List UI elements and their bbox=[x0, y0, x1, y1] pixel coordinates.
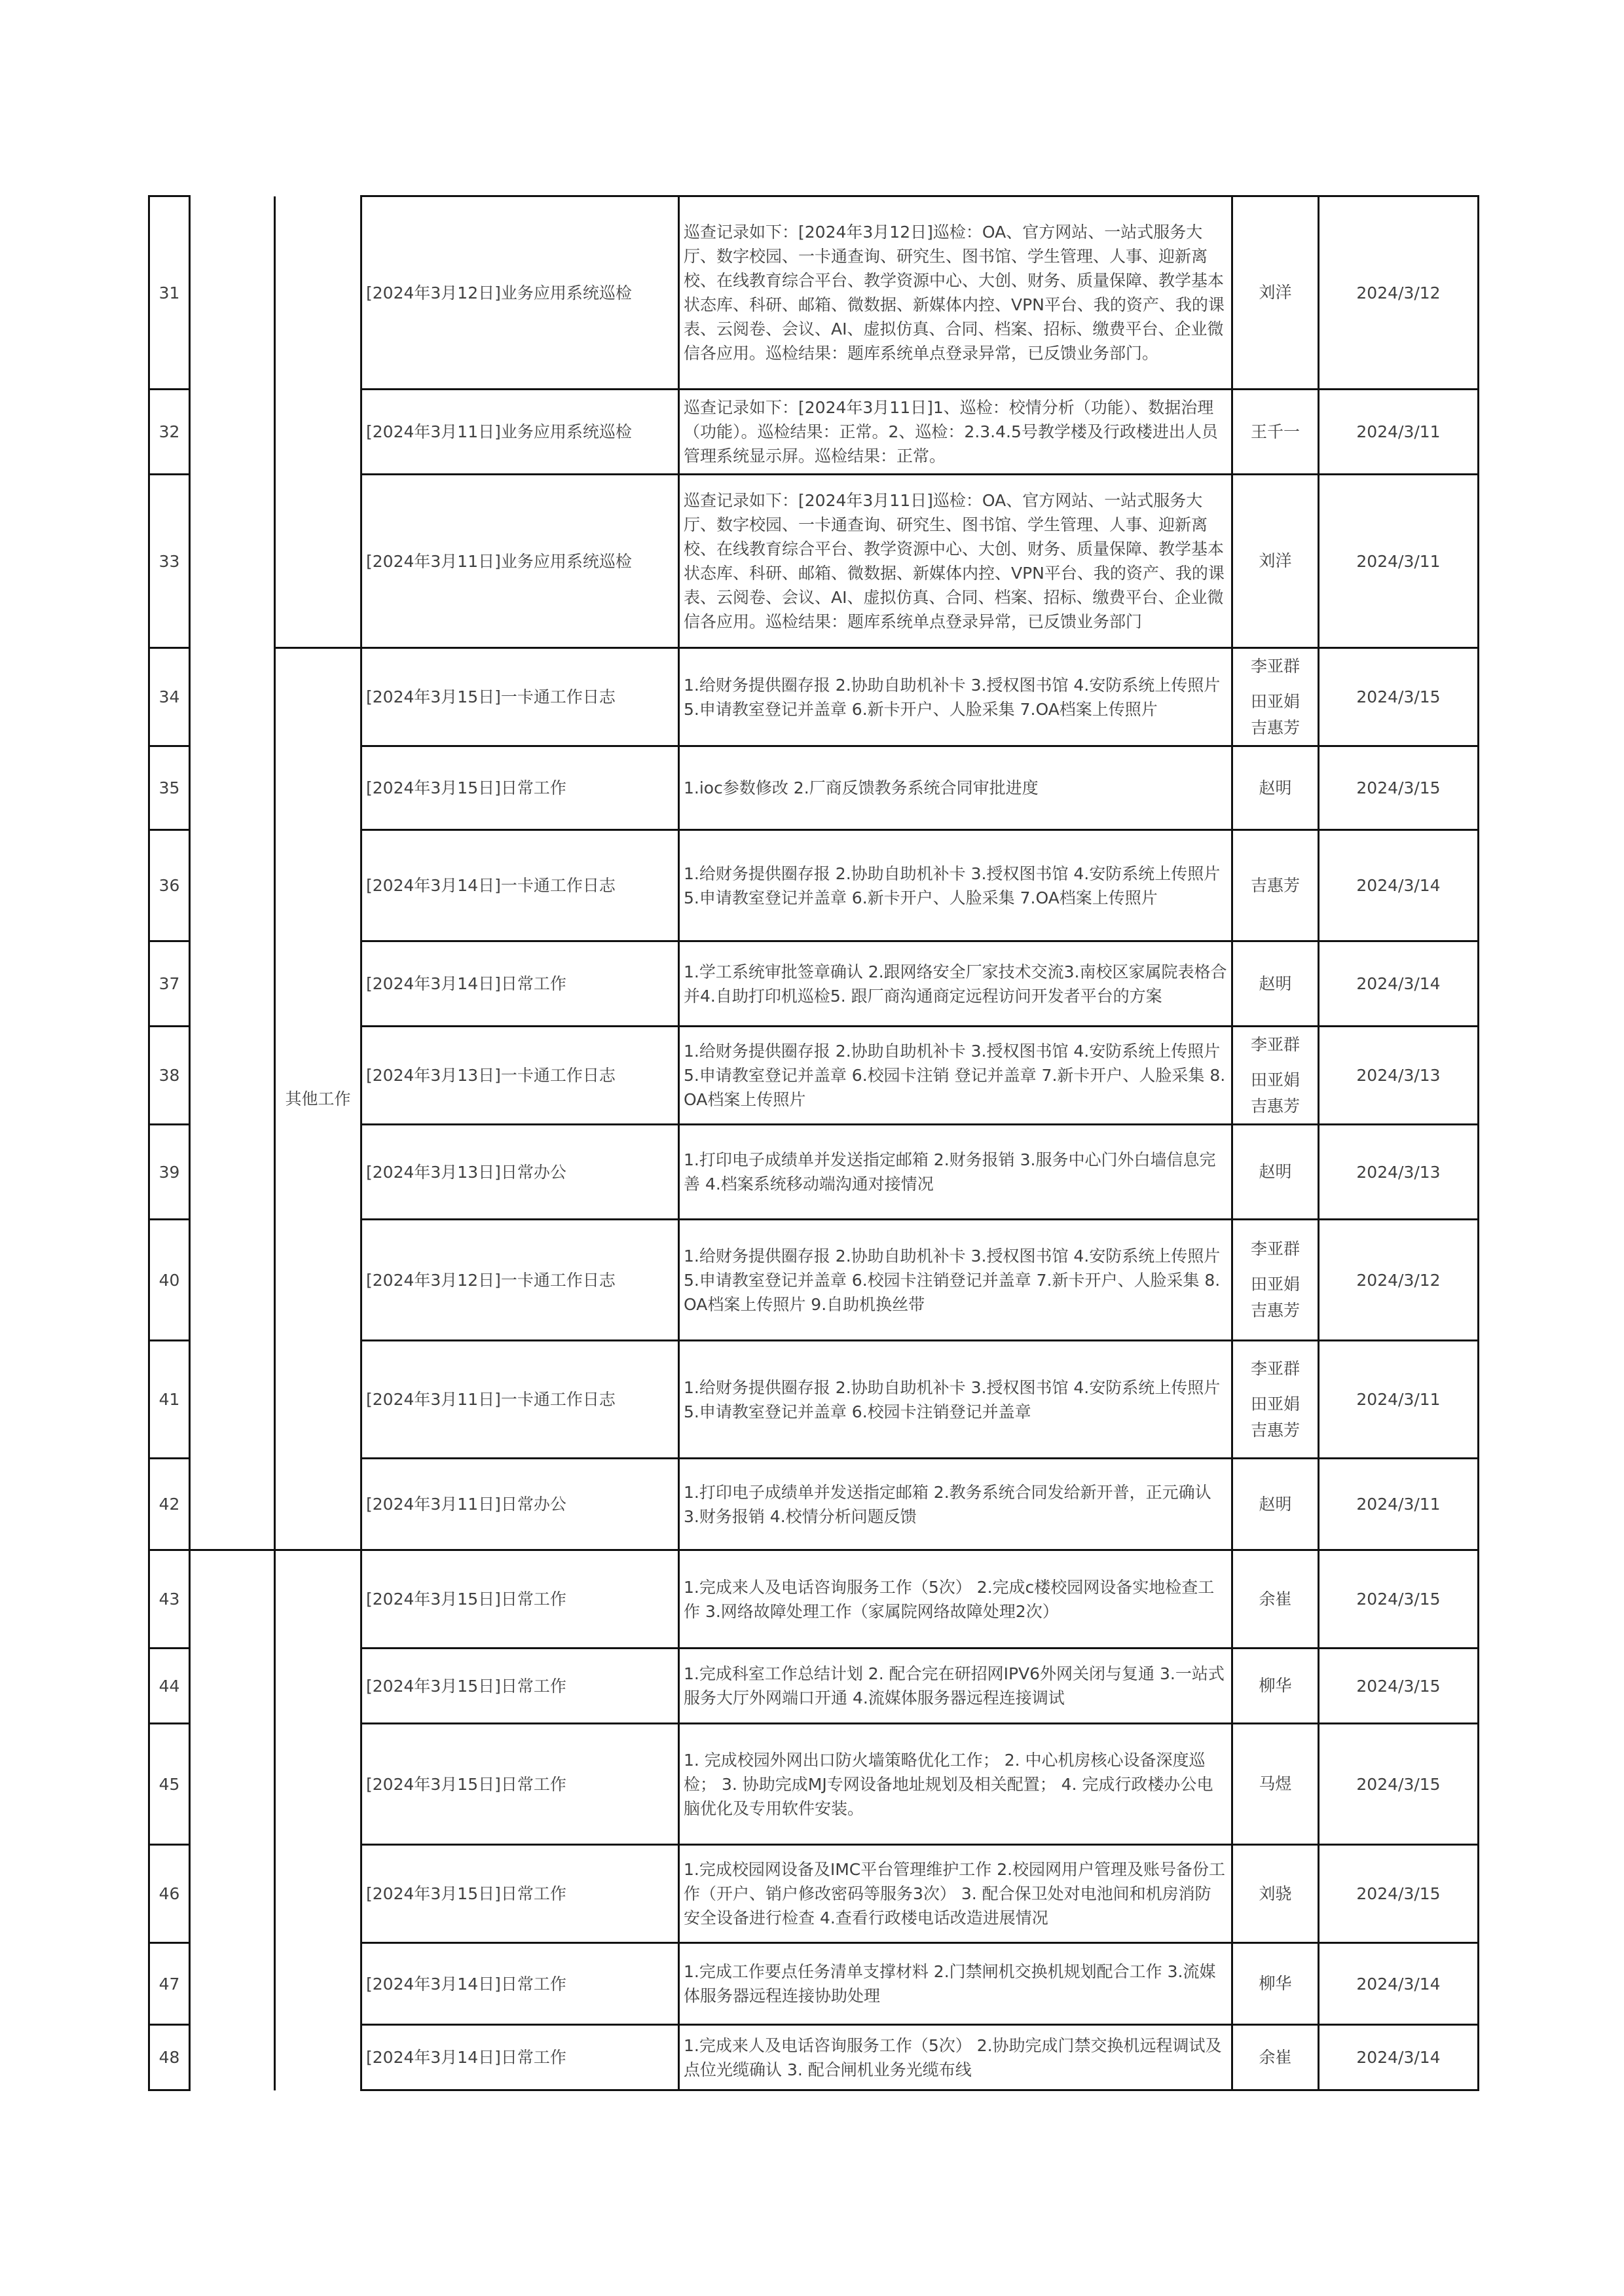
entry-person bbox=[1232, 1550, 1319, 1649]
row-number: 38 bbox=[149, 1027, 190, 1125]
row-number: 44 bbox=[149, 1649, 190, 1724]
entry-title: [2024年3月12日]业务应用系统巡检 bbox=[361, 196, 679, 390]
row-number: 36 bbox=[149, 830, 190, 941]
row-number: 39 bbox=[149, 1125, 190, 1220]
entry-title: [2024年3月14日]日常工作 bbox=[361, 941, 679, 1027]
entry-title: [2024年3月15日]日常工作 bbox=[361, 1724, 679, 1845]
entry-person bbox=[1232, 1459, 1319, 1550]
person-name: 赵明 bbox=[1259, 778, 1292, 797]
row-number: 37 bbox=[149, 941, 190, 1027]
entry-title: [2024年3月11日]业务应用系统巡检 bbox=[361, 475, 679, 648]
entry-date: 2024/3/15 bbox=[1319, 1649, 1479, 1724]
entry-description: 1.完成校园网设备及IMC平台管理维护工作 2.校园网用户管理及账号备份工作（开户、销户修改密码等服务3次） 3. 配合保卫处对电池间和机房消防安全设备进行检查 4.查看行政楼电话改造进展情况 bbox=[679, 1845, 1232, 1943]
person-name: 马煜 bbox=[1259, 1774, 1292, 1793]
entry-person bbox=[1232, 475, 1319, 648]
entry-title: [2024年3月12日]一卡通工作日志 bbox=[361, 1220, 679, 1341]
entry-person bbox=[1232, 830, 1319, 941]
row-number: 35 bbox=[149, 746, 190, 830]
entry-description: 1.完成来人及电话咨询服务工作（5次） 2.协助完成门禁交换机远程调试及点位光缆确认 3. 配合闸机业务光缆布线 bbox=[679, 2025, 1232, 2090]
entry-person bbox=[1232, 746, 1319, 830]
entry-date: 2024/3/15 bbox=[1319, 1724, 1479, 1845]
table-row bbox=[149, 648, 1479, 746]
entry-date: 2024/3/11 bbox=[1319, 1459, 1479, 1550]
row-number: 40 bbox=[149, 1220, 190, 1341]
work-log-table bbox=[148, 195, 1479, 2091]
entry-description: 巡查记录如下：[2024年3月12日]巡检：OA、官方网站、一站式服务大厅、数字校园、一卡通查询、研究生、图书馆、学生管理、人事、迎新离校、在线教育综合平台、教学资源中心、大创、财务、质量保障、教学基本状态库、科研、邮箱、微数据、新媒体内控、VPN平台、我的资产、我的课表、云阅卷、会议、AI、虚拟仿真、合同、档案、招标、缴费平台、企业微信各应用。巡检结果：题库系统单点登录异常，已反馈业务部门。 bbox=[679, 196, 1232, 390]
row-number: 34 bbox=[149, 648, 190, 746]
table-row bbox=[149, 1550, 1479, 1649]
entry-person bbox=[1232, 648, 1319, 746]
person-name: 赵明 bbox=[1259, 1162, 1292, 1181]
row-number: 42 bbox=[149, 1459, 190, 1550]
category-cell bbox=[190, 1550, 275, 2090]
table-row bbox=[149, 196, 1479, 390]
row-number: 32 bbox=[149, 390, 190, 475]
entry-description: 1.学工系统审批签章确认 2.跟网络安全厂家技术交流3.南校区家属院表格合并4.自助打印机巡检5. 跟厂商沟通商定远程访问开发者平台的方案 bbox=[679, 941, 1232, 1027]
entry-date: 2024/3/15 bbox=[1319, 1550, 1479, 1649]
entry-description: 1.完成工作要点任务清单支撑材料 2.门禁闸机交换机规划配合工作 3.流媒体服务器远程连接协助处理 bbox=[679, 1943, 1232, 2025]
person-name: 王千一 bbox=[1250, 422, 1300, 441]
entry-description: 1.给财务提供圈存报 2.协助自助机补卡 3.授权图书馆 4.安防系统上传照片 5.申请教室登记并盖章 6.校园卡注销 登记并盖章 7.新卡开户、人脸采集 8.OA档案上传照片 bbox=[679, 1027, 1232, 1125]
person-name: 李亚群 bbox=[1250, 656, 1300, 676]
entry-date: 2024/3/14 bbox=[1319, 941, 1479, 1027]
person-name: 余崔 bbox=[1259, 1589, 1292, 1609]
category-cell bbox=[190, 196, 275, 1550]
entry-title: [2024年3月15日]日常工作 bbox=[361, 1550, 679, 1649]
entry-date: 2024/3/11 bbox=[1319, 475, 1479, 648]
entry-person bbox=[1232, 1220, 1319, 1341]
entry-description: 巡查记录如下：[2024年3月11日]巡检：OA、官方网站、一站式服务大厅、数字校园、一卡通查询、研究生、图书馆、学生管理、人事、迎新离校、在线教育综合平台、教学资源中心、大创、财务、质量保障、教学基本状态库、科研、邮箱、微数据、新媒体内控、VPN平台、我的资产、我的课表、云阅卷、会议、AI、虚拟仿真、合同、档案、招标、缴费平台、企业微信各应用。巡检结果：题库系统单点登录异常，已反馈业务部门 bbox=[679, 475, 1232, 648]
entry-description: 1.打印电子成绩单并发送指定邮箱 2.财务报销 3.服务中心门外白墙信息完善 4.档案系统移动端沟通对接情况 bbox=[679, 1125, 1232, 1220]
row-number: 31 bbox=[149, 196, 190, 390]
entry-person bbox=[1232, 1027, 1319, 1125]
entry-person bbox=[1232, 2025, 1319, 2090]
entry-title: [2024年3月15日]日常工作 bbox=[361, 1649, 679, 1724]
subcategory-cell bbox=[275, 196, 361, 648]
person-name: 李亚群 bbox=[1250, 1239, 1300, 1258]
person-name: 李亚群 bbox=[1250, 1358, 1300, 1378]
entry-person bbox=[1232, 1649, 1319, 1724]
entry-date: 2024/3/11 bbox=[1319, 1341, 1479, 1459]
entry-person bbox=[1232, 1341, 1319, 1459]
entry-title: [2024年3月14日]日常工作 bbox=[361, 1943, 679, 2025]
entry-title: [2024年3月13日]日常办公 bbox=[361, 1125, 679, 1220]
entry-date: 2024/3/15 bbox=[1319, 648, 1479, 746]
entry-person bbox=[1232, 1724, 1319, 1845]
entry-description: 1.给财务提供圈存报 2.协助自助机补卡 3.授权图书馆 4.安防系统上传照片 5.申请教室登记并盖章 6.校园卡注销登记并盖章 bbox=[679, 1341, 1232, 1459]
person-name: 刘骁 bbox=[1259, 1884, 1292, 1903]
entry-person bbox=[1232, 390, 1319, 475]
person-name: 柳华 bbox=[1259, 1974, 1292, 1993]
entry-title: [2024年3月15日]一卡通工作日志 bbox=[361, 648, 679, 746]
person-name: 吉惠芳 bbox=[1250, 875, 1300, 895]
entry-title: [2024年3月15日]日常工作 bbox=[361, 1845, 679, 1943]
entry-date: 2024/3/11 bbox=[1319, 390, 1479, 475]
row-number: 45 bbox=[149, 1724, 190, 1845]
person-name: 余崔 bbox=[1259, 2047, 1292, 2067]
entry-title: [2024年3月14日]日常工作 bbox=[361, 2025, 679, 2090]
row-number: 48 bbox=[149, 2025, 190, 2090]
entry-date: 2024/3/13 bbox=[1319, 1027, 1479, 1125]
entry-person bbox=[1232, 196, 1319, 390]
person-name: 田亚娟 bbox=[1250, 1070, 1300, 1089]
row-number: 47 bbox=[149, 1943, 190, 2025]
person-name: 吉惠芳 bbox=[1250, 1301, 1300, 1320]
row-number: 46 bbox=[149, 1845, 190, 1943]
entry-description: 1.打印电子成绩单并发送指定邮箱 2.教务系统合同发给新开普，正元确认 3.财务报销 4.校情分析问题反馈 bbox=[679, 1459, 1232, 1550]
entry-date: 2024/3/12 bbox=[1319, 1220, 1479, 1341]
entry-date: 2024/3/14 bbox=[1319, 1943, 1479, 2025]
person-name: 吉惠芳 bbox=[1250, 1096, 1300, 1116]
person-name: 刘洋 bbox=[1259, 551, 1292, 570]
entry-title: [2024年3月13日]一卡通工作日志 bbox=[361, 1027, 679, 1125]
person-name: 刘洋 bbox=[1259, 283, 1292, 302]
person-name: 田亚娟 bbox=[1250, 1394, 1300, 1413]
entry-date: 2024/3/15 bbox=[1319, 746, 1479, 830]
entry-date: 2024/3/12 bbox=[1319, 196, 1479, 390]
entry-description: 1. 完成校园外网出口防火墙策略优化工作； 2. 中心机房核心设备深度巡检； 3. 协助完成MJ专网设备地址规划及相关配置； 4. 完成行政楼办公电脑优化及专用软件安装。 bbox=[679, 1724, 1232, 1845]
entry-description: 1.ioc参数修改 2.厂商反馈教务系统合同审批进度 bbox=[679, 746, 1232, 830]
entry-date: 2024/3/14 bbox=[1319, 2025, 1479, 2090]
person-name: 赵明 bbox=[1259, 1494, 1292, 1514]
person-name: 吉惠芳 bbox=[1250, 1420, 1300, 1440]
row-number: 33 bbox=[149, 475, 190, 648]
person-name: 李亚群 bbox=[1250, 1034, 1300, 1054]
category-other-work: 其他工作 bbox=[275, 648, 361, 1550]
entry-description: 1.完成科室工作总结计划 2. 配合完在研招网IPV6外网关闭与复通 3.一站式服务大厅外网端口开通 4.流媒体服务器远程连接调试 bbox=[679, 1649, 1232, 1724]
entry-date: 2024/3/13 bbox=[1319, 1125, 1479, 1220]
row-number: 43 bbox=[149, 1550, 190, 1649]
entry-description: 1.完成来人及电话咨询服务工作（5次） 2.完成c楼校园网设备实地检查工作 3.网络故障处理工作（家属院网络故障处理2次） bbox=[679, 1550, 1232, 1649]
entry-description: 1.给财务提供圈存报 2.协助自助机补卡 3.授权图书馆 4.安防系统上传照片 5.申请教室登记并盖章 6.新卡开户、人脸采集 7.OA档案上传照片 bbox=[679, 648, 1232, 746]
person-name: 吉惠芳 bbox=[1250, 718, 1300, 737]
entry-title: [2024年3月11日]日常办公 bbox=[361, 1459, 679, 1550]
entry-description: 1.给财务提供圈存报 2.协助自助机补卡 3.授权图书馆 4.安防系统上传照片 5.申请教室登记并盖章 6.新卡开户、人脸采集 7.OA档案上传照片 bbox=[679, 830, 1232, 941]
person-name: 田亚娟 bbox=[1250, 691, 1300, 711]
entry-person bbox=[1232, 941, 1319, 1027]
entry-title: [2024年3月14日]一卡通工作日志 bbox=[361, 830, 679, 941]
entry-title: [2024年3月11日]一卡通工作日志 bbox=[361, 1341, 679, 1459]
entry-person bbox=[1232, 1845, 1319, 1943]
person-name: 赵明 bbox=[1259, 974, 1292, 993]
entry-date: 2024/3/15 bbox=[1319, 1845, 1479, 1943]
entry-date: 2024/3/14 bbox=[1319, 830, 1479, 941]
person-name: 柳华 bbox=[1259, 1676, 1292, 1695]
entry-person bbox=[1232, 1125, 1319, 1220]
subcategory-cell bbox=[275, 1550, 361, 2090]
entry-description: 巡查记录如下：[2024年3月11日]1、巡检：校情分析（功能）、数据治理（功能）。巡检结果：正常。2、巡检：2.3.4.5号教学楼及行政楼进出人员管理系统显示屏。巡检结果：正常。 bbox=[679, 390, 1232, 475]
entry-title: [2024年3月11日]业务应用系统巡检 bbox=[361, 390, 679, 475]
entry-person bbox=[1232, 1943, 1319, 2025]
row-number: 41 bbox=[149, 1341, 190, 1459]
entry-title: [2024年3月15日]日常工作 bbox=[361, 746, 679, 830]
person-name: 田亚娟 bbox=[1250, 1275, 1300, 1294]
entry-description: 1.给财务提供圈存报 2.协助自助机补卡 3.授权图书馆 4.安防系统上传照片 5.申请教室登记并盖章 6.校园卡注销登记并盖章 7.新卡开户、人脸采集 8.OA档案上传照片 9.自助机换丝带 bbox=[679, 1220, 1232, 1341]
